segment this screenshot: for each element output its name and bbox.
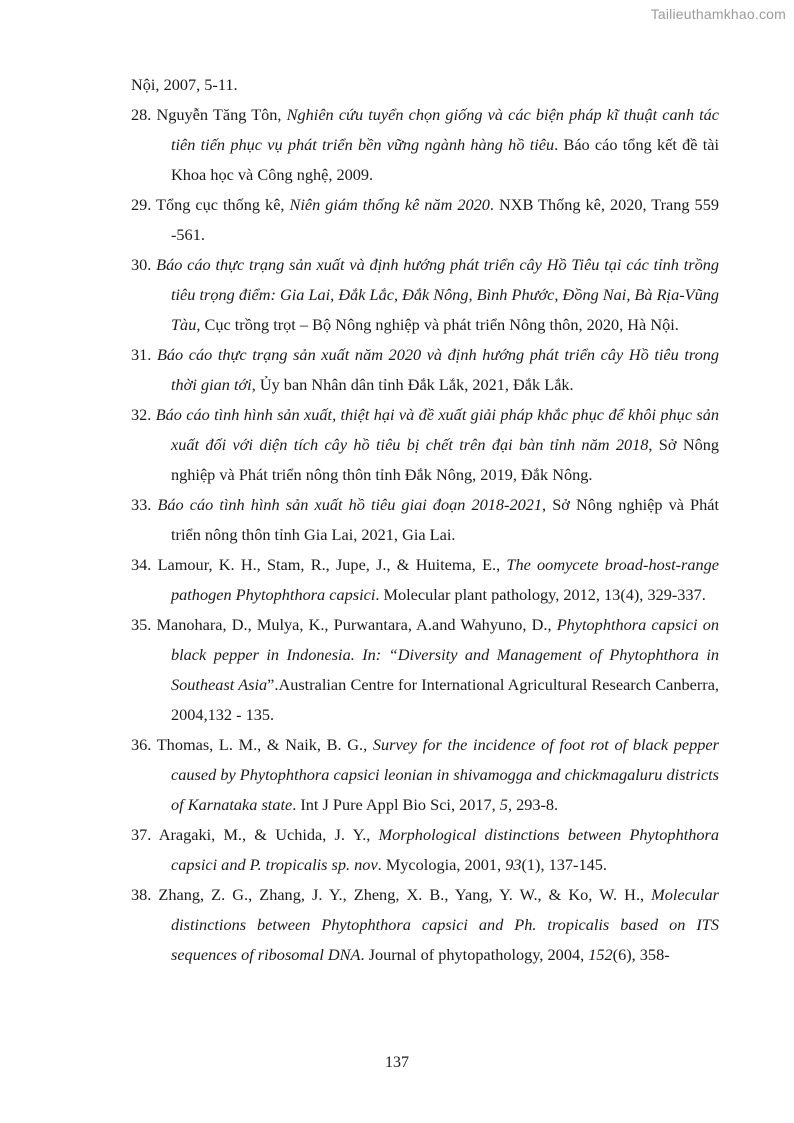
reference-italic-text: Nghiên cứu tuyển chọn giống và các biện pháp kĩ thuật canh tác tiên tiến phục vụ phát triển bền vững ngành hàng hồ tiêu: [171, 105, 719, 154]
reference-text: Nội, 2007, 5-11.: [131, 75, 238, 94]
reference-italic-text: 93: [505, 855, 522, 874]
reference-text: 38. Zhang, Z. G., Zhang, J. Y., Zheng, X. B., Yang, Y. W., & Ko, W. H.,: [131, 885, 652, 904]
reference-entry: [131, 490, 719, 550]
reference-italic-text: Molecular distinctions between Phytophthora capsici and Ph. tropicalis based on ITS sequences of ribosomal DNA: [171, 885, 719, 964]
reference-text: , Ủy ban Nhân dân tỉnh Đắk Lắk, 2021, Đắk Lắk.: [251, 375, 574, 394]
reference-italic-text: Báo cáo thực trạng sản xuất năm 2020 và định hướng phát triển cây Hồ tiêu trong thời gian tới: [156, 345, 720, 394]
reference-italic-text: The oomycete broad-host-range pathogen Phytophthora capsici: [171, 555, 720, 604]
reference-list: [131, 70, 719, 970]
reference-text: Cục trồng trọt – Bộ Nông nghiệp và phát triển Nông thôn, 2020, Hà Nội.: [200, 315, 679, 334]
reference-entry: [131, 400, 719, 490]
reference-text: 30.: [131, 255, 157, 274]
reference-text: 28. Nguyễn Tăng Tôn,: [131, 105, 287, 124]
reference-entry: [131, 340, 719, 400]
reference-text: . Mycologia, 2001,: [377, 855, 506, 874]
reference-text: , Sở Nông nghiệp và Phát triển nông thôn tỉnh Gia Lai, 2021, Gia Lai.: [171, 495, 719, 544]
reference-text: . Journal of phytopathology, 2004,: [360, 945, 589, 964]
reference-italic-text: Niên giám thống kê năm 2020: [289, 195, 490, 214]
reference-entry: [131, 250, 719, 340]
reference-italic-text: Morphological distinctions between Phytophthora capsici and P. tropicalis sp. nov: [171, 825, 719, 874]
reference-entry: [131, 880, 719, 970]
reference-text: 37. Aragaki, M., & Uchida, J. Y.,: [131, 825, 379, 844]
reference-entry: [131, 610, 719, 730]
watermark-text: Tailieuthamkhao.com: [650, 6, 786, 22]
reference-text: . NXB Thống kê, 2020, Trang 559 -561.: [171, 195, 719, 244]
reference-text: . Molecular plant pathology, 2012, 13(4), 329-337.: [375, 585, 706, 604]
reference-italic-text: Báo cáo tình hình sản xuất hồ tiêu giai đoạn 2018-2021: [157, 495, 543, 514]
reference-entry: [131, 730, 719, 820]
reference-text: (1), 137-145.: [521, 855, 607, 874]
reference-entry: [131, 100, 719, 190]
reference-text: 34. Lamour, K. H., Stam, R., Jupe, J., & Huitema, E.,: [131, 555, 507, 574]
reference-text: , 293-8.: [507, 795, 559, 814]
reference-text: 29. Tổng cục thống kê,: [131, 195, 290, 214]
reference-text: . Báo cáo tổng kết đề tài Khoa học và Công nghệ, 2009.: [171, 135, 719, 184]
reference-entry: [131, 70, 719, 100]
reference-italic-text: 152: [588, 945, 613, 964]
reference-text: 35. Manohara, D., Mulya, K., Purwantara, A.and Wahyuno, D.,: [131, 615, 557, 634]
reference-text: ”.Australian Centre for International Agricultural Research Canberra, 2004,132 - 135.: [171, 675, 719, 724]
reference-entry: [131, 820, 719, 880]
reference-entry: [131, 190, 719, 250]
reference-italic-text: Báo cáo thực trạng sản xuất và định hướng phát triển cây Hồ Tiêu tại các tỉnh trồng tiêu trọng điểm: Gia Lai, Đắk Lắc, Đắk Nông, Bình Phước, Đồng Nai, Bà Rịa-Vũng Tàu,: [156, 255, 720, 334]
reference-text: 36. Thomas, L. M., & Naik, B. G.,: [131, 735, 373, 754]
reference-text: (6), 358-: [612, 945, 670, 964]
reference-italic-text: Survey for the incidence of foot rot of black pepper caused by Phytophthora capsici leonian in shivamogga and chickmagaluru districts of Karnataka state: [171, 735, 719, 814]
reference-text: . Int J Pure Appl Bio Sci, 2017,: [292, 795, 500, 814]
reference-entry: [131, 550, 719, 610]
page-number: 137: [385, 1054, 409, 1071]
reference-italic-text: Phytophthora capsici on black pepper in Indonesia. In: “Diversity and Management of Phytophthora in Southeast Asia: [171, 615, 719, 694]
reference-text: 33.: [131, 495, 158, 514]
reference-text: 31.: [131, 345, 157, 364]
reference-italic-text: Báo cáo tình hình sản xuất, thiệt hại và đề xuất giải pháp khắc phục để khôi phục sản xuất đối với diện tích cây hồ tiêu bị chết trên đại bàn tỉnh năm 2018: [155, 405, 720, 454]
reference-italic-text: 5: [499, 795, 508, 814]
reference-text: , Sở Nông nghiệp và Phát triển nông thôn tỉnh Đắk Nông, 2019, Đắk Nông.: [171, 435, 719, 484]
reference-text: 32.: [131, 405, 156, 424]
